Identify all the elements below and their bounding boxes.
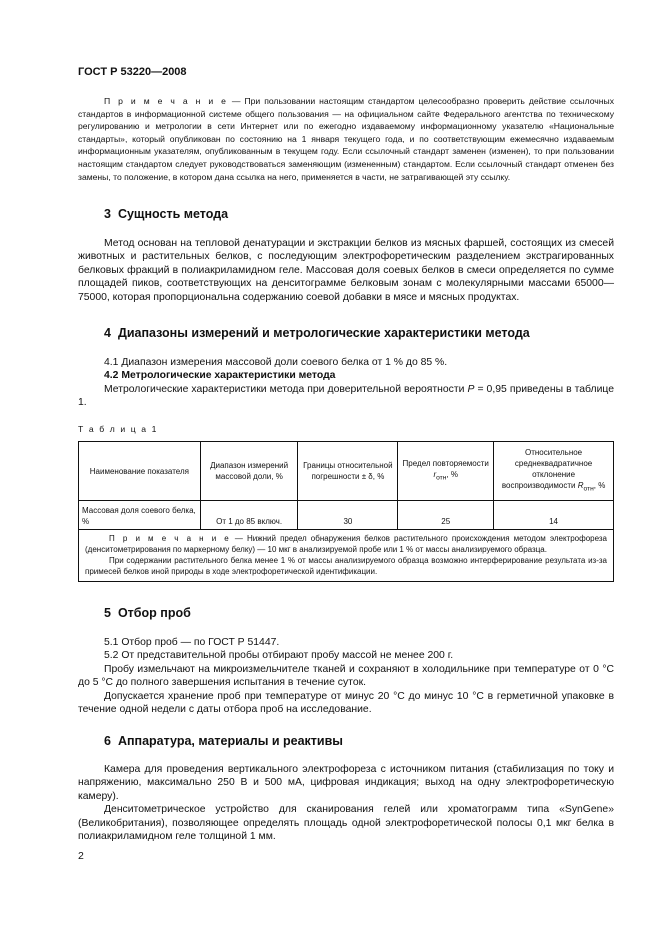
table-row xyxy=(79,501,614,530)
section-4-body xyxy=(78,356,614,410)
section-6-heading: 6 Аппаратура, материалы и реактивы xyxy=(104,734,343,748)
header-indicator: Наименование показателя xyxy=(79,442,201,501)
table-header-row xyxy=(79,442,614,501)
section-3-heading: 3 Сущность метода xyxy=(104,207,229,221)
section-5-paragraph-4: Допускается хранение проб при температуре от минус 20 °С до минус 10 °С в герметичной упаковке в течение одной недели с даты отбора проб на исследование. xyxy=(78,690,614,716)
metrology-table xyxy=(78,441,614,582)
section-3-paragraph: Метод основан на тепловой денатурации и экстракции белков из мясных фаршей, состоящих из смесей животных и растительных белков, с последующим электрофоретическим разделением экстрагированных белковых фракций в полиакриламидном геле. Массовая доля соевых белков в смеси определяется по сумме площадей пиков, соответствующих на денситограмме белковым зонам с молекулярными массами 65000—75000, которая пропорциональна содержанию соевой добавки в мясе и мясных продуктах. xyxy=(78,238,614,303)
page-number: 2 xyxy=(78,850,84,862)
section-4-1: 4.1 Диапазон измерения массовой доли соевого белка от 1 % до 85 %. xyxy=(104,357,448,368)
document-code-header: ГОСТ Р 53220—2008 xyxy=(78,66,187,78)
header-repeatability: Предел повторяемости $r_{отн}$, % xyxy=(398,442,494,501)
section-5-paragraph-3: Пробу измельчают на микроизмельчителе тканей и сохраняют в холодильнике при температуре от 0 °С до 5 °С до полного завершения испытания в течение суток. xyxy=(78,663,614,689)
section-4-heading: 4 Диапазоны измерений и метрологические характеристики метода xyxy=(104,326,530,340)
section-4-paragraph: Метрологические характеристики метода при доверительной вероятности P = 0,95 приведены в таблице 1. xyxy=(78,383,615,409)
section-5-body xyxy=(78,636,614,716)
section-6-paragraph-1: Камера для проведения вертикального электрофореза с источником питания (стабилизация по току и напряжению, максимально 250 В и 500 мА, цифровая индикация; выход на одну электрофоретическую камеру). xyxy=(78,764,614,802)
header-reproducibility: Относительное среднеквадратичное отклонение воспроизводимости $R_{отн}$, % xyxy=(494,442,614,501)
note-text: — При пользовании настоящим стандартом целесообразно проверить действие ссылочных стандартов в информационной системе общего пользования — на официальном сайте Федерального агентства по техническому регулированию и метрологии в сети Интернет или по ежегодно издаваемому информационному указателю «Национальные стандарты», который опубликован по состоянию на 1 января текущего года, и по соответствующим ежемесячно издаваемым информационным указателям, опубликованным в текущем году. Если ссылочный стандарт заменен (изменен), то при пользовании настоящим стандартом следует руководствоваться заменяющим (измененным) стандартом. Если ссылочный стандарт отменен без замены, то положение, в котором дана ссылка на него, применяется в части, не затрагивающей эту ссылку. xyxy=(78,96,615,182)
reference-note xyxy=(78,95,614,183)
section-5-2: 5.2 От представительной пробы отбирают пробу массой не менее 200 г. xyxy=(104,650,454,662)
section-4-2: 4.2 Метрологические характеристики метода xyxy=(104,370,336,382)
table-caption: Т а б л и ц а 1 xyxy=(78,424,158,434)
section-3-body xyxy=(78,237,614,304)
cell-reproducibility: 14 xyxy=(494,501,614,530)
cell-range: От 1 до 85 включ. xyxy=(200,501,298,530)
table-note: П р и м е ч а н и е — Нижний предел обнаружения белков растительного происхождения методом электрофореза (денситометрирования по маркерному белку) — 10 мкг в анализируемой пробе или 1 % от массы анализируемого образца. При содержании растительного белка менее 1 % от массы анализируемого образца возможно интерферирование результата из-за примесей белков иной природы в ходе электрофоретической идентификации. xyxy=(79,530,614,582)
section-6-paragraph-2: Денситометрическое устройство для сканирования гелей или хроматограмм типа «SynGene» (Великобритания), позволяющее определять площадь одной электрофоретической полосы 0,1 мкг белка в полиакриламидном геле толщиной 1 мм. xyxy=(78,804,614,843)
note-label: П р и м е ч а н и е xyxy=(104,96,228,106)
table-note-row xyxy=(79,530,614,582)
section-6-body xyxy=(78,763,614,843)
section-5-heading: 5 Отбор проб xyxy=(104,606,191,620)
header-error-bounds: Границы относительной погрешности ± δ, % xyxy=(298,442,398,501)
cell-repeatability: 25 xyxy=(398,501,494,530)
header-range: Диапазон измерений массовой доли, % xyxy=(200,442,298,501)
section-5-1: 5.1 Отбор проб — по ГОСТ Р 51447. xyxy=(104,637,280,648)
cell-delta: 30 xyxy=(298,501,398,530)
cell-indicator: Массовая доля соевого белка, % xyxy=(79,501,201,530)
